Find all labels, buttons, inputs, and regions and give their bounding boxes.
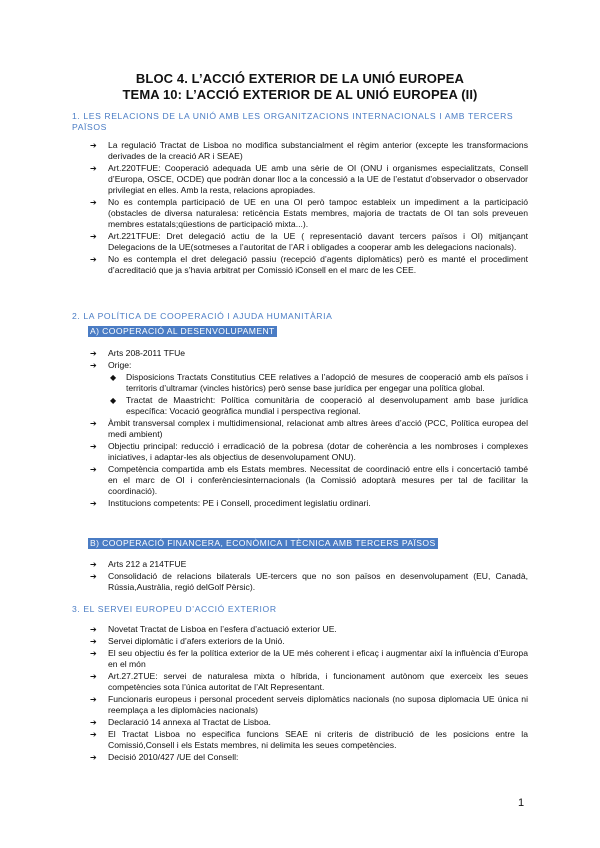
list-item: ➔ Decisió 2010/427 /UE del Consell: <box>90 752 239 762</box>
list-item: ➔ Art.27.2TUE: servei de naturalesa mixta o híbrida, i funcionament autònom que exerceix les seues competències sota l’única autoritat de l’Alt Representant. <box>90 671 528 692</box>
sub-list-item: ◆ Tractat de Maastricht: Política comunitària de cooperació al desenvolupament amb base jurídica específica: Vocació geogràfica mundial i perspectiva regional. <box>110 395 528 416</box>
list-item: ➔ Declaració 14 annexa al Tractat de Lisboa. <box>90 717 271 727</box>
list-item: ➔ Consolidació de relacions bilaterals UE-tercers que no son països en desenvolupament (EU, Canadà, Rússia,Austràlia, regió delGolf Pèrsic). <box>90 571 528 592</box>
arrow-icon: ➔ <box>90 198 97 207</box>
section-2b-list <box>90 559 528 594</box>
list-item: ➔ Competència compartida amb els Estats membres. Necessitat de coordinació entre ells i concertació també en el marc de OI i conferènciesinternacionals (la Comissió adoptarà mesures per tal de facilitar la coordinació). <box>90 464 528 496</box>
list-item: ➔ Art.221TFUE: Dret delegació actiu de la UE ( representació davant tercers països i OI) mitjançant Delegacions de la UE(sotmeses a l’autoritat de l’AR i obligades a cooperar amb les delegacions nacionals). <box>90 231 528 252</box>
section-2a-heading: A) COOPERACIÓ AL DESENVOLUPAMENT <box>90 326 275 336</box>
list-item: ➔ Arts 212 a 214TFUE <box>90 559 187 569</box>
list-item: ➔ Objectiu principal: reducció i erradicació de la pobresa (dotar de coherència a les nombroses i complexes iniciatives, i adaptar-les als objectius de desenvolupament ONU). <box>90 441 528 462</box>
section-2a-list <box>90 348 528 510</box>
sub-list <box>108 372 528 417</box>
arrow-icon: ➔ <box>90 255 97 264</box>
arrow-icon: ➔ <box>90 141 97 150</box>
section-2b-heading: B) COOPERACIÓ FINANCERA, ECONÒMICA I TÈCNICA AMB TERCERS PAÏSOS <box>90 538 436 548</box>
arrow-icon: ➔ <box>90 753 97 762</box>
arrow-icon: ➔ <box>90 695 97 704</box>
page-number: 1 <box>518 797 525 809</box>
list-item: ➔ No es contempla participació de UE en una OI però tampoc estableix un impediment a la participació (obstacles de diversa naturalesa: reticència Estats membres, majoria de tractats de OI tan sols preveuen membres estatals;qüestions de participació mixta...). <box>90 197 528 229</box>
arrow-icon: ➔ <box>90 672 97 681</box>
list-item: ➔ No es contempla el dret delegació passiu (recepció d’agents diplomàtics) però es manté el procediment d’acreditació que ja s’havia arbitrat per Comissió iConsell en el marc de les CEE. <box>90 254 528 275</box>
sub-list-item: ◆ Disposicions Tractats Constitutius CEE relatives a l’adopció de mesures de cooperació amb els països i territoris d’ultramar (vincles històrics) però sense base jurídica per engegar una política global. <box>110 372 528 393</box>
list-item: ➔ Arts 208-2011 TFUe <box>90 348 186 358</box>
section-3-heading: 3. EL SERVEI EUROPEU D’ACCIÓ EXTERIOR <box>72 604 277 614</box>
diamond-icon: ◆ <box>110 373 117 382</box>
arrow-icon: ➔ <box>90 442 97 451</box>
diamond-icon: ◆ <box>110 396 117 405</box>
arrow-icon: ➔ <box>90 164 97 173</box>
section-1-heading: 1. LES RELACIONS DE LA UNIÓ AMB LES ORGANITZACIONS INTERNACIONALS I AMB TERCERS PAÏSOS <box>72 111 514 132</box>
list-item: ➔ Orige: ◆ Disposicions Tractats Constitutius CEE relatives a l’adopció de mesures de cooperació amb els països i territoris d’ultramar (vincles històrics) però sense base jurídica per engegar una política global. ◆ Tractat de Maastricht: Política comunitària de cooperació al desenvolupament amb base jurídica específica: Vocació geogràfica mundial i perspectiva regional. <box>90 360 528 416</box>
arrow-icon: ➔ <box>90 625 97 634</box>
list-item: ➔ El Tractat Lisboa no especifica funcions SEAE ni criteris de distribució de les posicions entre la Comissió,Consell i els Estats membres, ni delimita les seues competències. <box>90 729 528 750</box>
arrow-icon: ➔ <box>90 572 97 581</box>
arrow-icon: ➔ <box>90 232 97 241</box>
list-item: ➔ Àmbit transversal complex i multidimensional, relacionat amb altres àrees d’acció (PCC, Política europea del medi ambient) <box>90 418 528 439</box>
arrow-icon: ➔ <box>90 560 97 569</box>
arrow-icon: ➔ <box>90 349 97 358</box>
section-3-list <box>90 624 528 764</box>
page-subtitle: TEMA 10: L’ACCIÓ EXTERIOR DE AL UNIÓ EUROPEA (II) <box>122 87 478 102</box>
list-item: ➔ La regulació Tractat de Lisboa no modifica substancialment el règim anterior (excepte les transformacions derivades de la creació AR i SEAE) <box>90 140 528 161</box>
list-item: ➔ Institucions competents: PE i Consell, procediment legislatiu ordinari. <box>90 498 371 508</box>
arrow-icon: ➔ <box>90 718 97 727</box>
list-item: ➔ El seu objectiu és fer la política exterior de la UE més coherent i eficaç i augmentar així la influència d’Europa en el món <box>90 648 528 669</box>
arrow-icon: ➔ <box>90 419 97 428</box>
page-title: BLOC 4. L’ACCIÓ EXTERIOR DE LA UNIÓ EUROPEA <box>135 71 465 86</box>
section-2-heading: 2. LA POLÍTICA DE COOPERACIÓ I AJUDA HUMANITÀRIA <box>72 311 333 321</box>
arrow-icon: ➔ <box>90 465 97 474</box>
arrow-icon: ➔ <box>90 637 97 646</box>
arrow-icon: ➔ <box>90 649 97 658</box>
section-1-list <box>90 140 528 277</box>
arrow-icon: ➔ <box>90 361 97 370</box>
list-item: ➔ Novetat Tractat de Lisboa en l’esfera d’actuació exterior UE. <box>90 624 337 634</box>
arrow-icon: ➔ <box>90 730 97 739</box>
list-item: ➔ Servei diplomàtic i d’afers exteriors de la Unió. <box>90 636 285 646</box>
list-item: ➔ Art.220TFUE: Cooperació adequada UE amb una sèrie de OI (ONU i organismes especialitzats, Consell d’Europa, OSCE, OCDE) que podràn donar lloc a la concessió a la UE de l’estatut d’observador o observador privilegiat en elles. Amb la resta, relacions apropiades. <box>90 163 528 195</box>
arrow-icon: ➔ <box>90 499 97 508</box>
list-item: ➔ Funcionaris europeus i personal procedent serveis diplomàtics nacionals (no suposa diplomacia UE única ni reemplaça a les diplomàcies nacionals) <box>90 694 528 715</box>
